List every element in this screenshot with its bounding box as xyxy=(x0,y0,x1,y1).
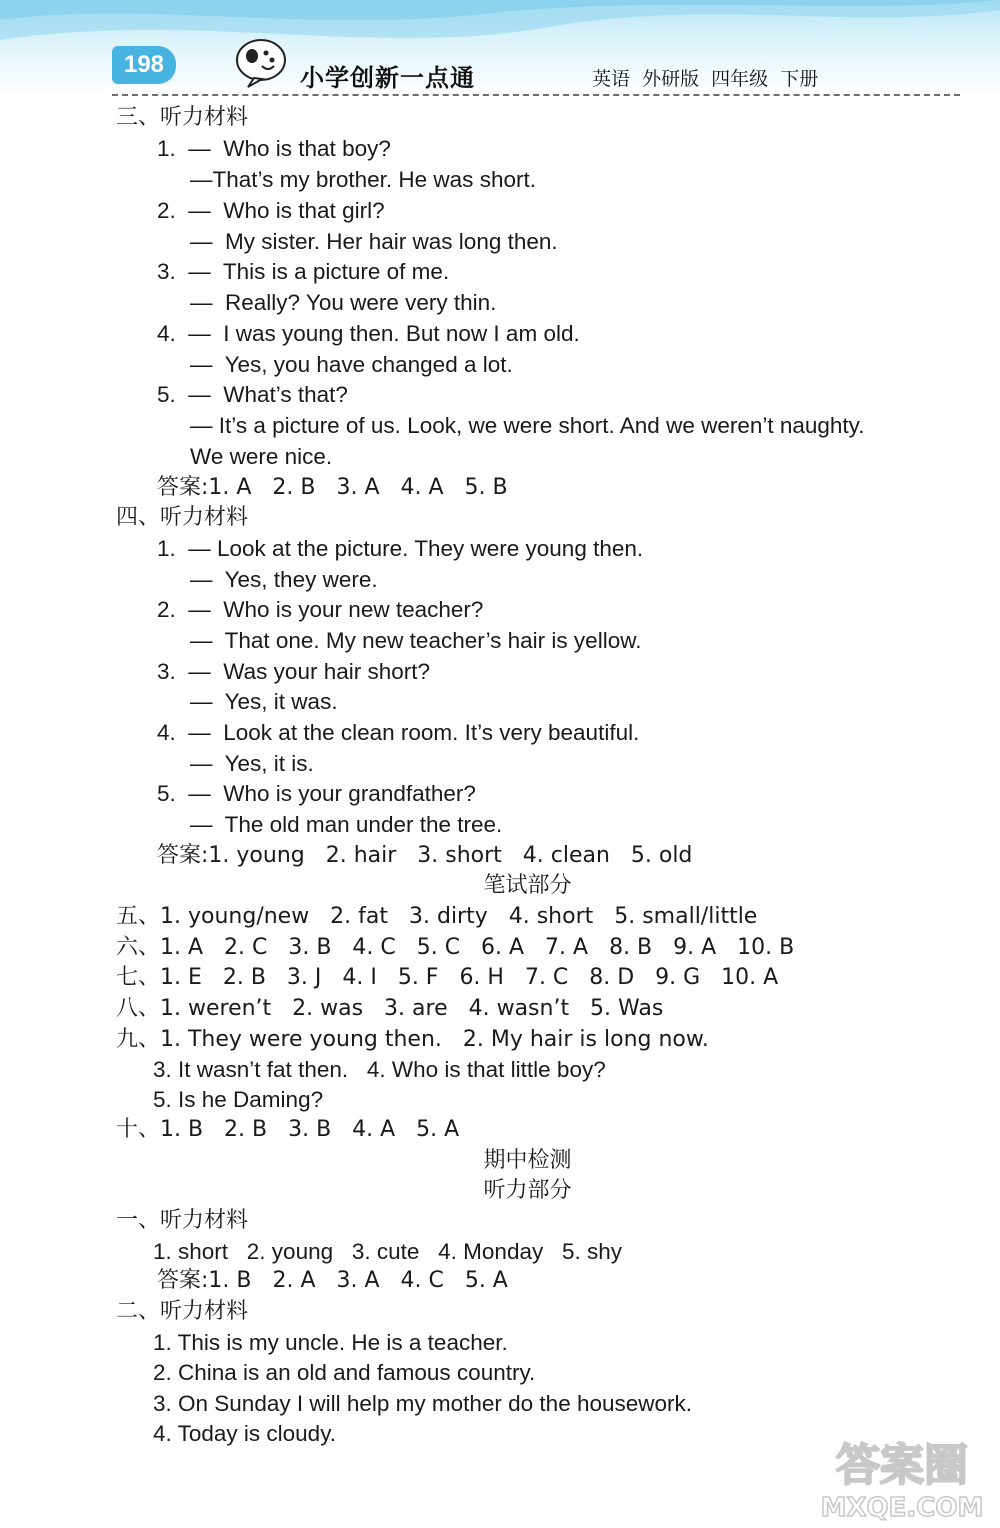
text-line: We were nice. xyxy=(190,444,333,469)
exercise-line: 六、1. A 2. C 3. B 4. C 5. C 6. A 7. A 8. B 9. A 10. B xyxy=(116,935,795,960)
text-line: — Yes, it was. xyxy=(190,689,338,714)
text-line: 1. — Who is that boy? xyxy=(157,136,391,161)
text-line: — My sister. Her hair was long then. xyxy=(190,229,558,254)
text-line: 3. — This is a picture of me. xyxy=(157,259,450,284)
text-line: — Yes, it is. xyxy=(190,751,314,776)
text-line: 4. — Look at the clean room. It’s very beautiful. xyxy=(157,720,640,745)
text-line: — The old man under the tree. xyxy=(190,812,503,837)
text-line: 1. — Look at the picture. They were young then. xyxy=(157,536,644,561)
text-line: 2. — Who is your new teacher? xyxy=(157,597,484,622)
text-line: 1. This is my uncle. He is a teacher. xyxy=(153,1330,508,1355)
section-heading: 四、听力材料 xyxy=(116,505,249,530)
header-divider xyxy=(112,94,960,96)
text-line: 3. On Sunday I will help my mother do the housework. xyxy=(153,1391,693,1416)
page-number: 198 xyxy=(112,46,176,84)
exercise-line: 九、1. They were young then. 2. My hair is long now. xyxy=(116,1027,709,1052)
book-title: 小学创新一点通 xyxy=(300,64,475,92)
text-line: — Yes, you have changed a lot. xyxy=(190,352,513,377)
text-line: 4. Today is cloudy. xyxy=(153,1421,337,1446)
exercise-line: 3. It wasn’t fat then. 4. Who is that little boy? xyxy=(153,1057,606,1082)
text-line: — It’s a picture of us. Look, we were short. And we weren’t naughty. xyxy=(190,413,865,438)
text-line: —That’s my brother. He was short. xyxy=(190,167,536,192)
exercise-line: 七、1. E 2. B 3. J 4. I 5. F 6. H 7. C 8. D 9. G 10. A xyxy=(116,965,779,990)
text-line: 5. — Who is your grandfather? xyxy=(157,781,476,806)
mascot-icon xyxy=(232,36,290,88)
text-line: 4. — I was young then. But now I am old. xyxy=(157,321,580,346)
section-title: 笔试部分 xyxy=(483,873,572,898)
section-heading: 二、听力材料 xyxy=(116,1299,249,1324)
text-line: — Really? You were very thin. xyxy=(190,290,497,315)
exercise-line: 十、1. B 2. B 3. B 4. A 5. A xyxy=(116,1117,460,1142)
watermark-cn-text: 答案圈 xyxy=(836,1440,968,1491)
text-line: 3. — Was your hair short? xyxy=(157,659,431,684)
section-title: 听力部分 xyxy=(483,1178,572,1203)
text-line: 2. — Who is that girl? xyxy=(157,198,385,223)
section-heading: 一、听力材料 xyxy=(116,1208,249,1233)
exercise-line: 五、1. young/new 2. fat 3. dirty 4. short 5. small/little xyxy=(116,904,758,929)
exercise-line: 5. Is he Daming? xyxy=(153,1087,324,1112)
text-line: 1. short 2. young 3. cute 4. Monday 5. shy xyxy=(153,1239,623,1264)
section-title: 期中检测 xyxy=(483,1148,572,1173)
section-heading: 三、听力材料 xyxy=(116,105,249,130)
answer-line: 答案:1. young 2. hair 3. short 4. clean 5. old xyxy=(157,843,693,868)
watermark-en-text: MXQE.COM xyxy=(820,1493,984,1523)
text-line: 5. — What’s that? xyxy=(157,382,348,407)
text-line: — Yes, they were. xyxy=(190,567,378,592)
book-meta: 英语 外研版 四年级 下册 xyxy=(592,68,819,90)
watermark-logo xyxy=(812,1432,992,1524)
exercise-line: 八、1. weren’t 2. was 3. are 4. wasn’t 5. Was xyxy=(116,996,664,1021)
text-line: 2. China is an old and famous country. xyxy=(153,1360,536,1385)
text-line: — That one. My new teacher’s hair is yellow. xyxy=(190,628,642,653)
answer-line: 答案:1. A 2. B 3. A 4. A 5. B xyxy=(157,475,508,500)
answer-line: 答案:1. B 2. A 3. A 4. C 5. A xyxy=(157,1268,508,1293)
